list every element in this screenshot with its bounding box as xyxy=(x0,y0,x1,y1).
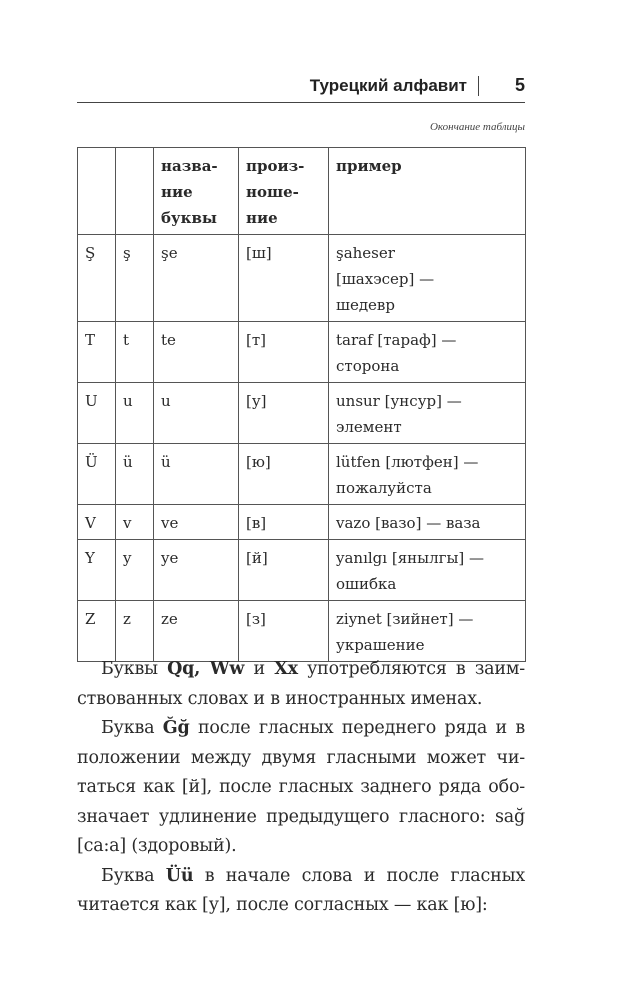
chapter-title: Турецкий алфавит xyxy=(309,76,467,95)
cell-lower: ş xyxy=(116,235,154,322)
cell-upper: Ş xyxy=(78,235,116,322)
cell-lower: z xyxy=(116,601,154,662)
example-line: unsur [унсур] — xyxy=(336,392,462,410)
text-segment: таться как [й], после гласных заднего ряда обо- xyxy=(77,777,525,797)
cell-name: u xyxy=(154,383,239,444)
cell-name: ze xyxy=(154,601,239,662)
table-row xyxy=(78,322,526,383)
paragraph-line xyxy=(77,773,525,803)
cell-lower: y xyxy=(116,540,154,601)
example-line: украшение xyxy=(336,636,425,654)
bold-letters: Üü xyxy=(165,865,194,886)
paragraph-line xyxy=(77,803,525,833)
header-cell-line xyxy=(85,153,108,179)
header-cell-line: назва- xyxy=(161,157,218,175)
text-segment: и xyxy=(244,659,275,679)
cell-pron: [ш] xyxy=(239,235,329,322)
cell-lower: ü xyxy=(116,444,154,505)
header-cell-line xyxy=(123,153,146,179)
example-line: şaheser xyxy=(336,244,395,262)
header-cell-line: ние xyxy=(161,183,193,201)
cell-example xyxy=(329,235,526,322)
running-header xyxy=(77,72,525,103)
text-segment: читается как [у], после согласных — как [ю]: xyxy=(77,895,488,915)
cell-upper: V xyxy=(78,505,116,540)
paragraph-line xyxy=(77,862,525,892)
cell-upper: T xyxy=(78,322,116,383)
text-segment: Буква xyxy=(101,865,166,886)
text-segment: в начале слова и после гласных xyxy=(193,865,525,886)
example-line: элемент xyxy=(336,418,402,436)
header-cell xyxy=(78,148,116,235)
text-segment: Буквы xyxy=(101,659,168,679)
text-segment: употребляются в заим- xyxy=(297,659,525,679)
cell-name: ve xyxy=(154,505,239,540)
alphabet-table xyxy=(77,147,526,662)
cell-pron: [ю] xyxy=(239,444,329,505)
paragraph-line xyxy=(77,891,525,921)
table-row xyxy=(78,540,526,601)
header-cell xyxy=(329,148,526,235)
text-segment: положении между двумя гласными может чи- xyxy=(77,747,525,768)
cell-example xyxy=(329,322,526,383)
cell-example xyxy=(329,383,526,444)
example-line: vazo [вазо] — ваза xyxy=(336,514,481,532)
cell-upper: U xyxy=(78,383,116,444)
cell-lower: u xyxy=(116,383,154,444)
table-row xyxy=(78,235,526,322)
cell-pron: [т] xyxy=(239,322,329,383)
cell-lower: v xyxy=(116,505,154,540)
cell-pron: [у] xyxy=(239,383,329,444)
table-row xyxy=(78,444,526,505)
example-line: [шахэсер] — xyxy=(336,270,435,288)
cell-name: te xyxy=(154,322,239,383)
bold-letters: Xx xyxy=(274,659,298,679)
cell-pron: [в] xyxy=(239,505,329,540)
cell-pron: [й] xyxy=(239,540,329,601)
cell-name: ye xyxy=(154,540,239,601)
bold-letters: Ğğ xyxy=(162,718,190,738)
cell-pron: [з] xyxy=(239,601,329,662)
header-cell xyxy=(154,148,239,235)
example-line: taraf [тараф] — xyxy=(336,331,457,349)
header-cell-line: произ- xyxy=(246,157,305,175)
example-line: ziynet [зийнет] — xyxy=(336,610,474,628)
paragraph-line xyxy=(77,744,525,774)
text-segment: значает удлинение предыдущего гласного: sağ xyxy=(77,806,525,827)
header-cell-line: ние xyxy=(246,209,278,227)
header-cell-line: буквы xyxy=(161,209,217,227)
cell-upper: Ü xyxy=(78,444,116,505)
cell-example xyxy=(329,601,526,662)
example-line: ошибка xyxy=(336,575,397,593)
cell-example xyxy=(329,540,526,601)
table-row xyxy=(78,383,526,444)
table-caption: Окончание таблицы xyxy=(429,121,525,133)
header-cell xyxy=(239,148,329,235)
header-cell xyxy=(116,148,154,235)
text-segment: ствованных словах и в иностранных именах. xyxy=(77,688,483,709)
example-line: шедевр xyxy=(336,296,395,314)
body-text xyxy=(77,655,525,921)
text-segment: после гласных переднего ряда и в xyxy=(189,718,526,738)
table-header-row xyxy=(78,148,526,235)
paragraph-line xyxy=(77,714,525,744)
cell-upper: Z xyxy=(78,601,116,662)
paragraph-line xyxy=(77,832,525,862)
paragraph-line xyxy=(77,685,525,715)
cell-name: ü xyxy=(154,444,239,505)
cell-name: şe xyxy=(154,235,239,322)
example-line: пожалуйста xyxy=(336,479,432,497)
cell-example xyxy=(329,505,526,540)
table-row xyxy=(78,601,526,662)
page-number: 5 xyxy=(514,75,525,95)
paragraph-line xyxy=(77,655,525,685)
table-row xyxy=(78,505,526,540)
text-segment: Буква xyxy=(101,718,163,738)
text-segment: [са:а] (здоровый). xyxy=(77,836,237,856)
cell-example xyxy=(329,444,526,505)
cell-upper: Y xyxy=(78,540,116,601)
example-line: yanılgı [янылгы] — xyxy=(336,549,485,567)
header-cell-line: пример xyxy=(336,157,402,175)
header-separator xyxy=(478,76,480,96)
header-cell-line: ноше- xyxy=(246,183,299,201)
example-line: lütfen [лютфен] — xyxy=(336,453,479,471)
example-line: сторона xyxy=(336,357,400,375)
cell-lower: t xyxy=(116,322,154,383)
bold-letters: Qq, Ww xyxy=(167,659,245,679)
